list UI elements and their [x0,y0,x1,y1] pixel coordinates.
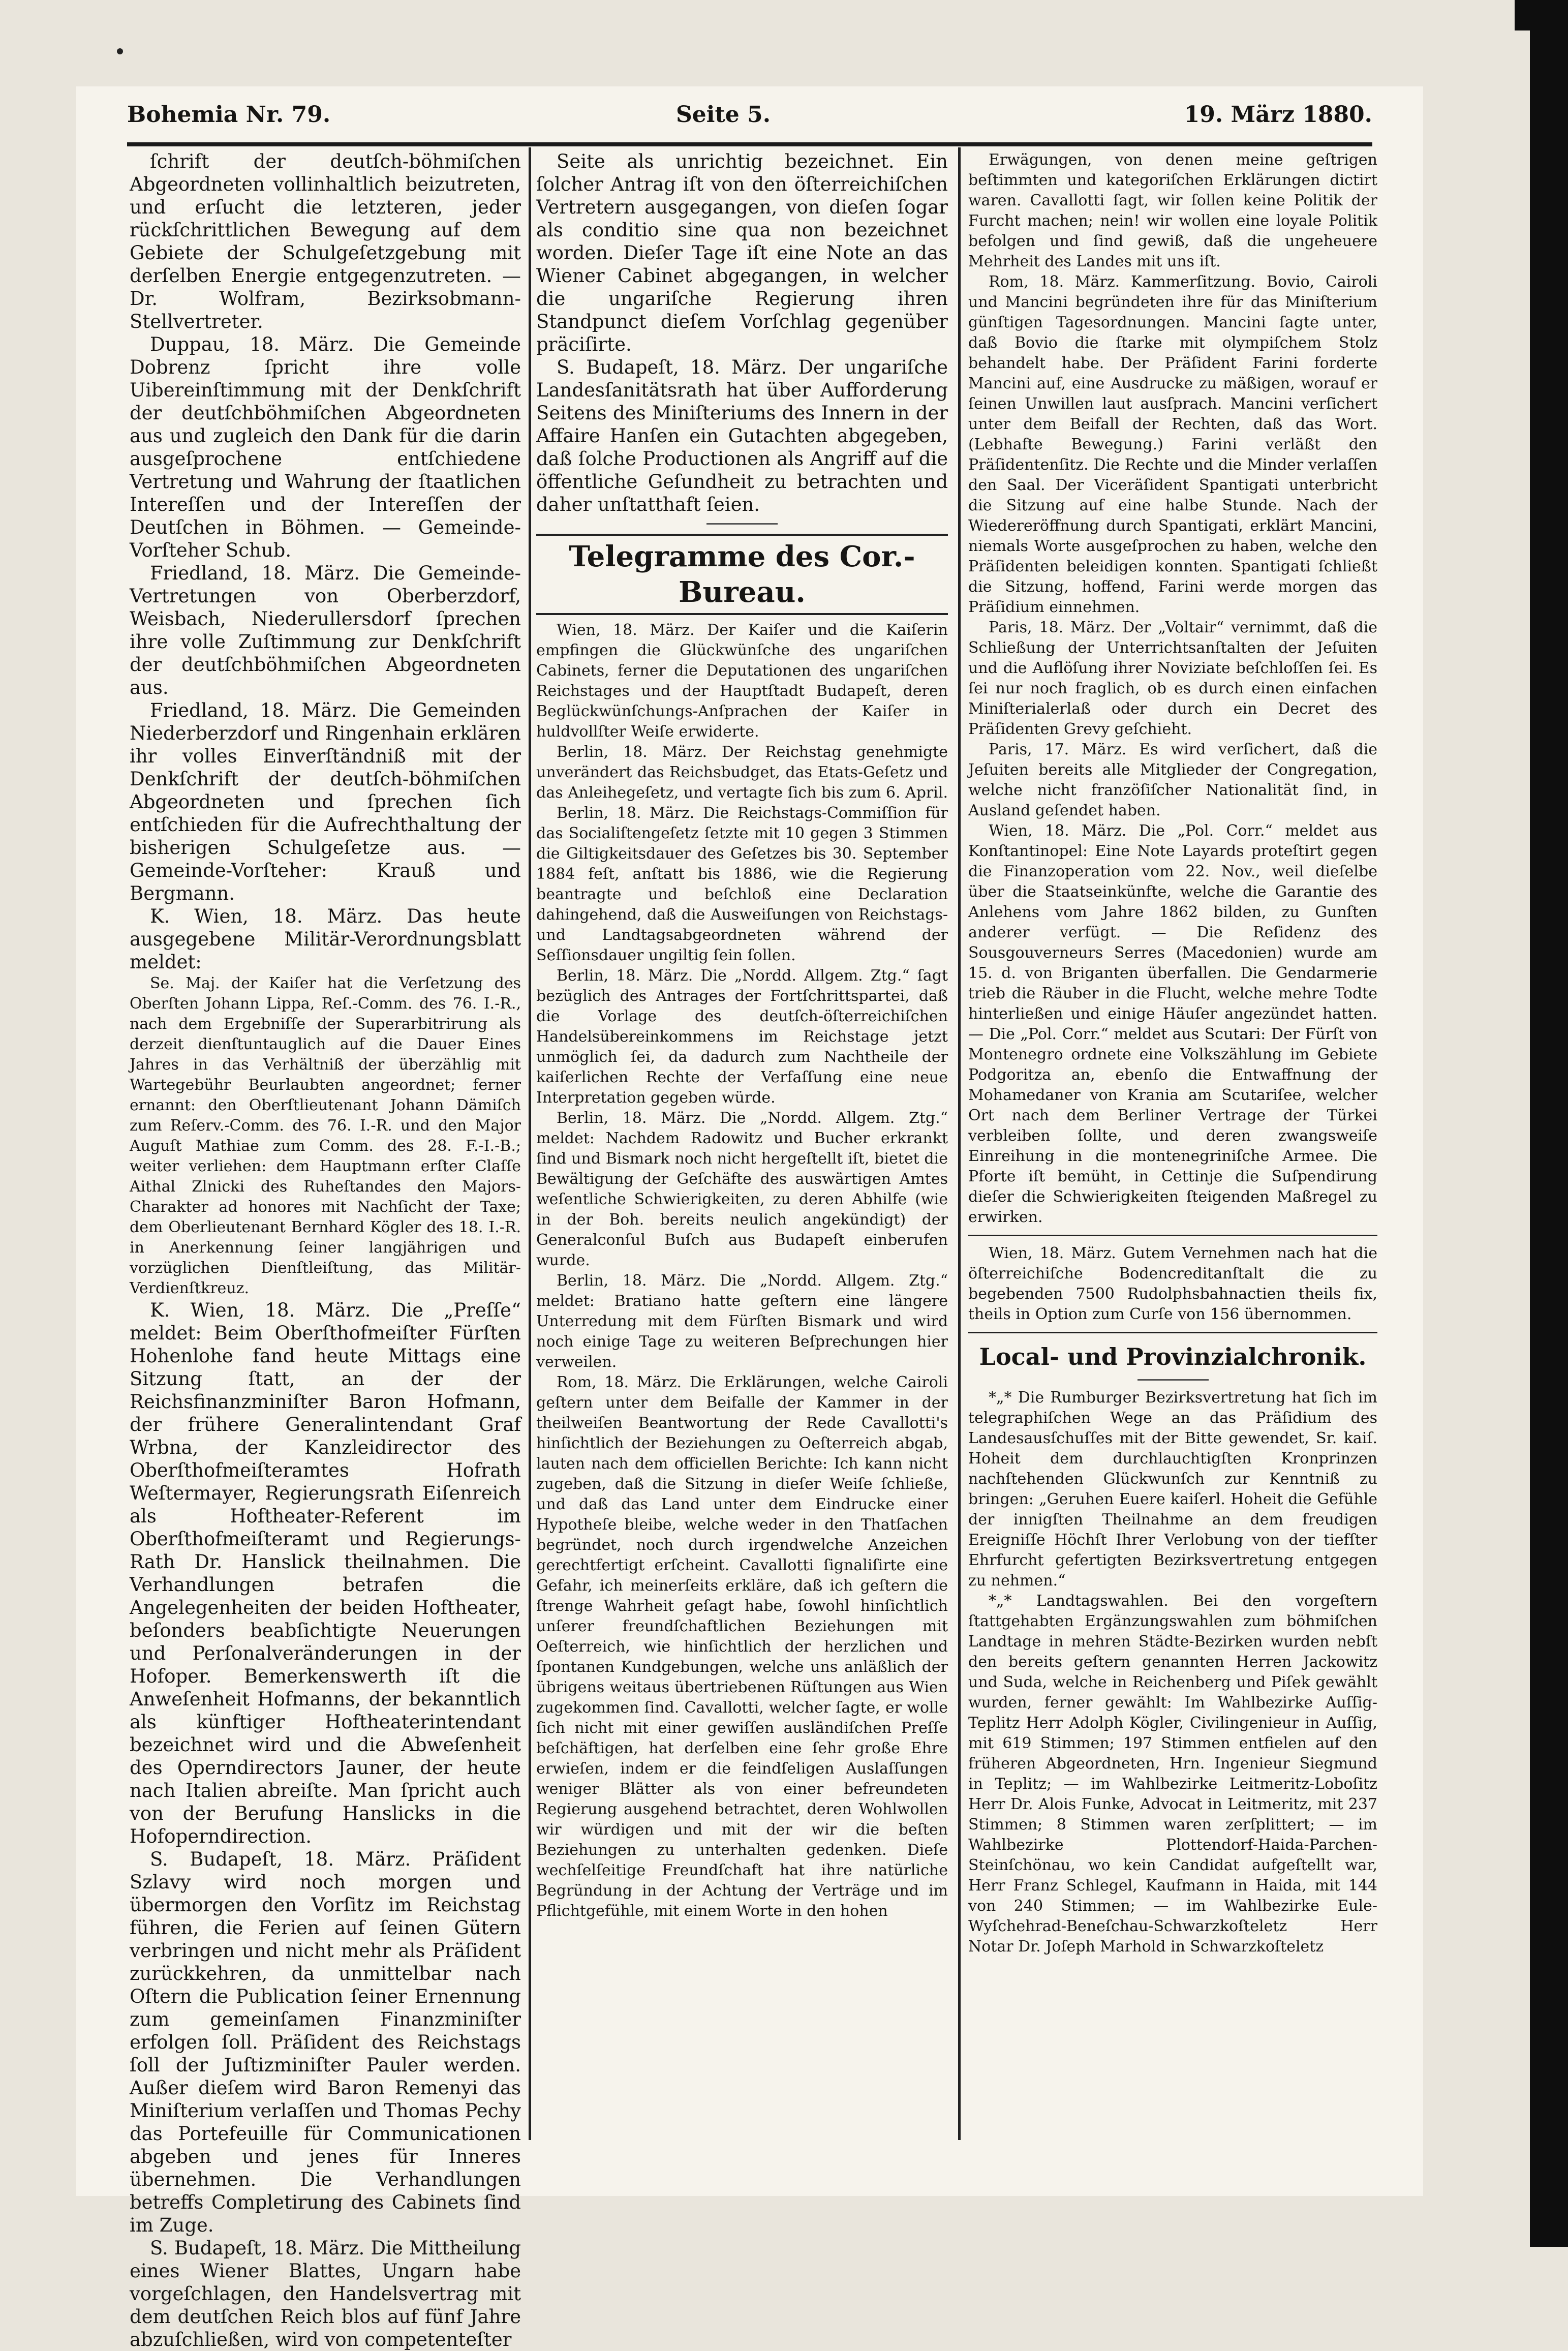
article: Friedland, 18. März. Die Gemeinden Niederberzdorf und Ringenhain erklären ihr volles Einverſtändniß mit der Denkſchrift der deutſch-böhmiſchen Abgeordneten und ſprechen ſich entſchieden für die Aufrechthaltung der bisherigen Schulgeſetze aus. — Gemeinde-Vorſteher: Krauß und Bergmann. [130,699,521,904]
article: ſchrift der deutſch-böhmiſchen Abgeordneten vollinhaltlich beizutreten, und erſucht die letzteren, jeder rückſchrittlichen Bewegung auf dem Gebiete der Schulgeſetzgebung mit derſelben Energie entgegenzutreten. — Dr. Wolfram, Bezirksobmann-Stellvertreter. [130,150,521,332]
column-1 [130,150,521,2350]
header-right: 19. März 1880. [1184,102,1372,128]
telegram: Berlin, 18. März. Die „Nordd. Allgem. Ztg.“ ſagt bezüglich des Antrages der Fortſchrittspartei, daß die Vorlage des deutſch-öſterreichiſchen Handelsübereinkommens im Reichstage jetzt unmöglich ſei, da dadurch zum Nachtheile der kaiſerlichen Rechte der Verfaſſung eine neue Interpretation gegeben würde. [536,967,948,1107]
telegram: Paris, 17. März. Es wird verſichert, daß die Jeſuiten bereits alle Mitglieder der Congregation, welche nicht franzöſiſcher Nationalität ſind, in Ausland geſendet haben. [968,741,1377,819]
article: Friedland, 18. März. Die Gemeinde-Vertretungen von Oberberzdorf, Weisbach, Niederullersdorf ſprechen ihre volle Zuſtimmung zur Denkſchrift der deutſchböhmiſchen Abgeordneten aus. [130,562,521,698]
article: Duppau, 18. März. Die Gemeinde Dobrenz ſpricht ihre volle Uibereinſtimmung mit der Denkſchrift der deutſchböhmiſchen Abgeordneten aus und zugleich den Dank für die darin ausgeſprochene entſchiedene Vertretung und Wahrung der ſtaatlichen Intereſſen und der Intereſſen der Deutſchen in Böhmen. — Gemeinde-Vorſteher Schub. [130,333,521,561]
separator [968,1332,1377,1333]
market-note: Wien, 18. März. Gutem Vernehmen nach hat die öſterreichiſche Bodencreditanſtalt die zu begebenden 7500 Rudolphsbahnactien theils fix, theils in Option zum Curſe von 156 übernommen. [968,1244,1377,1323]
header-center: Seite 5. [676,102,771,128]
column-3 [968,150,1377,2132]
telegram: Berlin, 18. März. Die „Nordd. Allgem. Ztg.“ meldet: Bratiano hatte geſtern eine längere Unterredung mit dem Fürſten Bismark und wird noch einige Tage zu weiteren Beſprechungen hier verweilen. [536,1272,948,1371]
separator [706,523,778,525]
article: S. Budapeſt, 18. März. Der ungariſche Landesſanitätsrath hat über Aufforderung Seitens des Miniſteriums des Innern in der Affaire Hanſen ein Gutachten abgegeben, daß ſolche Productionen als Angriff auf die öffentliche Geſundheit zu betrachten und daher unſtatthaft ſeien. [536,356,948,515]
local-item: *„* Die Rumburger Bezirksvertretung hat ſich im telegraphiſchen Wege an das Präſidium des Landesausſchuſſes mit der Bitte gewendet, Sr. kaiſ. Hoheit dem durchlauchtigſten Kronprinzen nachſtehenden Glückwunſch zur Kenntniß zu bringen: „Geruhen Euere kaiſerl. Hoheit die Gefühle der innigſten Theilnahme an dem freudigen Ereigniſſe Höchſt Ihrer Verlobung von der tiefſter Ehrfurcht gefertigten Bezirksvertretung entgegen zu nehmen.“ [968,1389,1377,1590]
scan-corner [1515,0,1568,30]
telegram: Paris, 18. März. Der „Voltair“ vernimmt, daß die Schließung der Unterrichtsanſtalten der Jeſuiten und die Auflöſung ihrer Noviziate beſchloſſen ſei. Es ſei nur noch fraglich, ob es durch einen einfachen Miniſterialerlaß oder durch ein Decret des Präſidenten Grevy geſchieht. [968,619,1377,738]
telegram: Rom, 18. März. Kammerſitzung. Bovio, Cairoli und Mancini begründeten ihre für das Miniſterium günſtigen Tagesordnungen. Mancini ſagte unter, daß Bovio die ſtarke mit olympiſchem Stolz behandelt habe. Der Präſident Farini forderte Mancini auf, eine Ausdrucke zu mäßigen, worauf er ſeinen Unwillen laut ausſprach. Mancini verſichert unter dem Beifall der Rechten, daß das Wort. (Lebhafte Bewegung.) Farini verläßt den Präſidentenſitz. Die Rechte und die Minder verlaſſen den Saal. Der Viceräſident Spantigati unterbricht die Sitzung auf eine halbe Stunde. Nach der Wiedereröffnung durch Spantigati, erklärt Mancini, niemals Worte ausgeſprochen zu haben, welche den Präſidenten beleidigen konnten. Spantigati ſchließt die Sitzung, hoffend, Farini werde morgen das Präſidium einnehmen. [968,273,1377,616]
article: S. Budapeſt, 18. März. Präſident Szlavy wird noch morgen und übermorgen den Vorſitz im Reichstag führen, die Ferien auf ſeinen Gütern verbringen und nicht mehr als Präſident zurückkehren, da unmittelbar nach Oſtern die Publication ſeiner Ernennung zum gemeinſamen Finanzminiſter erfolgen ſoll. Präſident des Reichstags ſoll der Juſtizminiſter Pauler werden. Außer dieſem wird Baron Remenyi das Miniſterium verlaſſen und Thomas Pechy das Portefeuille für Communicationen abgeben und jenes für Inneres übernehmen. Die Verhandlungen betreffs Completirung des Cabinets ſind im Zuge. [130,1848,521,2236]
telegram: Wien, 18. März. Die „Pol. Corr.“ meldet aus Konſtantinopel: Eine Note Layards proteſtirt gegen die Finanzoperation vom 22. Nov., weil dieſelbe über die Staatseinkünfte, welche die Garantie des Anlehens vom Jahre 1862 bilden, zu Gunſten anderer verfügt. — Die Reſidenz des Sousgouverneurs Serres (Macedonien) wurde am 15. d. von Briganten überfallen. Die Gendarmerie trieb die Räuber in die Flucht, welche mehre Todte hinterließen und einige Häuſer angezündet hatten. — Die „Pol. Corr.“ meldet aus Scutari: Der Fürſt von Montenegro ordnete eine Volkszählung im Gebiete Podgoritza an, ebenſo die Entwaffnung der Mohamedaner von Krania am Scutariſee, welcher Ort nach dem Berliner Vertrage der Türkei verbleiben ſollte, und deren zwangsweiſe Einreihung in die montenegriniſche Armee. Die Pforte iſt bemüht, in Cettinje die Suſpendirung dieſer die Schwierigkeiten ſteigenden Maßregel zu erwirken. [968,822,1377,1226]
ink-spot [117,48,123,54]
telegram: Wien, 18. März. Der Kaiſer und die Kaiſerin empfingen die Glückwünſche des ungariſchen Cabinets, ferner die Deputationen des ungariſchen Reichstages und der Hauptſtadt Budapeſt, deren Beglückwünſchungs-Anſprachen der Kaiſer in huldvollſter Weiſe erwiderte. [536,621,948,741]
article: K. Wien, 18. März. Das heute ausgegebene Militär-Verordnungsblatt meldet: [130,905,521,973]
column-rule-2 [958,147,961,2140]
telegram: Berlin, 18. März. Die „Nordd. Allgem. Ztg.“ meldet: Nachdem Radowitz und Bucher erkrankt ſind und Bismark noch nicht hergeſtellt iſt, bietet die Bewältigung der Geſchäfte des auswärtigen Amtes weſentliche Schwierigkeiten, zu deren Abhilfe (wie in der Boh. bereits neulich angekündigt) der Generalconſul Buſch aus Budapeſt einberufen wurde. [536,1109,948,1269]
column-2 [536,150,948,2132]
page-header [127,102,1372,137]
separator [968,1235,1377,1236]
section-heading-local-chronicle: Local- und Provinzialchronik. [979,1343,1367,1370]
article: S. Budapeſt, 18. März. Die Mittheilung eines Wiener Blattes, Ungarn habe vorgeſchlagen, den Handelsvertrag mit dem deutſchen Reich blos auf fünf Jahre abzuſchließen, wird von competenteſter [130,2237,521,2350]
article: Seite als unrichtig bezeichnet. Ein ſolcher Antrag iſt von den öſterreichiſchen Vertretern ausgegangen, von dieſen ſogar als conditio sine qua non bezeichnet worden. Dieſer Tage iſt eine Note an das Wiener Cabinet abgegangen, in welcher die ungariſche Regierung ihren Standpunct dieſem Vorſchlag gegenüber präciſirte. [536,150,948,355]
local-item: *„* Landtagswahlen. Bei den vorgeſtern ſtattgehabten Ergänzungswahlen zum böhmiſchen Landtage in mehren Städte-Bezirken wurden nebſt den bereits geſtern genannten Herren Jackowitz und Suda, welche in Reichenberg und Piſek gewählt wurden, ferner gewählt: Im Wahlbezirke Auſſig-Teplitz Herr Adolph Kögler, Civilingenieur in Auſſig, mit 619 Stimmen; 197 Stimmen entfielen auf den früheren Abgeordneten, Hrn. Ingenieur Siegmund in Teplitz; — im Wahlbezirke Leitmeritz-Loboſitz Herr Dr. Alois Funke, Advocat in Leitmeritz, mit 237 Stimmen; 8 Stimmen waren zerſplittert; — im Wahlbezirke Plottendorf-Haida-Parchen-Steinſchönau, wo kein Candidat aufgeſtellt war, Herr Franz Schlegel, Kaufmann in Haida, mit 144 von 240 Stimmen; — im Wahlbezirke Eule-Wyſchehrad-Beneſchau-Schwarzkoſteletz Herr Notar Dr. Joſeph Marhold in Schwarzkoſteletz [968,1592,1377,1956]
section-heading-telegrams: Telegramme des Cor.-Bureau. [536,534,948,615]
scan-edge [1530,0,1568,2247]
telegram: Berlin, 18. März. Der Reichstag genehmigte unverändert das Reichsbudget, das Etats-Geſetz und das Anleihegeſetz, und vertagte ſich bis zum 6. April. [536,743,948,802]
article-small: Se. Maj. der Kaiſer hat die Verſetzung des Oberſten Johann Lippa, Reſ.-Comm. des 76. I.-R., nach dem Ergebniſſe der Superarbitrirung als derzeit dienſtuntauglich auf die Dauer Eines Jahres in das Verhältniß der überzählig mit Wartegebühr Beurlaubten angeordnet; ferner ernannt: den Oberſtlieutenant Johann Dämiſch zum Reſerv.-Comm. des 76. I.-R. und den Major Auguſt Mathiae zum Comm. des 28. F.-I.-B.; weiter verliehen: dem Hauptmann erſter Claſſe Aithal Zlnicki des Ruheſtandes den Majors-Charakter ad honores mit Nachſicht der Taxe; dem Oberlieutenant Bernhard Kögler des 18. I.-R. in Anerkennung ſeiner langjährigen und vorzüglichen Dienſtleiſtung, das Militär-Verdienſtkreuz. [130,974,521,1297]
telegram: Rom, 18. März. Die Erklärungen, welche Cairoli geſtern unter dem Beifalle der Kammer in der theilweiſen Beantwortung der Rede Cavallotti's hinſichtlich der Beziehungen zu Oeſterreich abgab, lauten nach dem officiellen Berichte: Ich kann nicht zugeben, daß die Sitzung in dieſer Weiſe ſchließe, und daß das Land unter dem Eindrucke einer Hypotheſe bleibe, welche weder in den Thatſachen begründet, noch durch irgendwelche Anzeichen gerechtfertigt erſcheint. Cavallotti ſignaliſirte eine Gefahr, ich meinerſeits erkläre, daß ich geſtern die ſtrenge Wahrheit geſagt habe, ſowohl hinſichtlich unſerer freundſchaftlichen Beziehungen mit Oeſterreich, wie hinſichtlich der herzlichen und ſpontanen Kundgebungen, welche uns anläßlich der übrigens weitaus übertriebenen Rüſtungen aus Wien zugekommen ſind. Cavallotti, welcher ſagte, er wolle ſich nicht mit einer gewiſſen ausländiſchen Preſſe beſchäftigen, hat derſelben eine ſehr große Ehre erwieſen, indem er die feindſeligen Auslaſſungen weniger Blätter als von einer befreundeten Regierung ausgehend betrachtet, deren Wohlwollen wir würdigen und mit der wir die beſten Beziehungen zu unterhalten gedenken. Dieſe wechſelſeitige Freundſchaft hat ihre natürliche Begründung in der Achtung der Verträge und im Pflichtgefühle, mit einem Worte in den hohen [536,1373,948,1920]
telegram: Berlin, 18. März. Die Reichstags-Commiſſion für das Socialiſtengeſetz ſetzte mit 10 gegen 3 Stimmen die Giltigkeitsdauer des Geſetzes bis 30. September 1884 feſt, anſtatt bis 1886, wie die Regierung beantragte und beſchloß eine Declaration dahingehend, daß die Ausweiſungen von Reichstags- und Landtagsabgeordneten während der Seſſionsdauer ungiltig ſein ſollen. [536,804,948,964]
column-rule-1 [529,147,531,2140]
header-rule [127,142,1372,146]
article: K. Wien, 18. März. Die „Preſſe“ meldet: Beim Oberſthofmeiſter Fürſten Hohenlohe fand heute Mittags eine Sitzung ſtatt, an der der Reichsfinanzminiſter Baron Hofmann, der frühere Generalintendant Graf Wrbna, der Kanzleidirector des Oberſthofmeiſteramtes Hofrath Weſtermayer, Regierungsrath Eiſenreich als Hoftheater-Referent im Oberſthofmeiſteramt und Regierungs-Rath Dr. Hanslick theilnahmen. Die Verhandlungen betrafen die Angelegenheiten der beiden Hoftheater, beſonders beabſichtigte Neuerungen und Perſonalveränderungen in der Hofoper. Bemerkenswerth iſt die Anweſenheit Hofmanns, der bekanntlich als künftiger Hoftheaterintendant bezeichnet wird und die Abweſenheit des Operndirectors Jauner, der heute nach Italien abreiſte. Man ſpricht auch von der Berufung Hanslicks in die Hofoperndirection. [130,1299,521,1847]
separator [1137,1379,1209,1381]
telegram: Erwägungen, von denen meine geſtrigen beſtimmten und kategoriſchen Erklärungen dictirt waren. Cavallotti ſagt, wir ſollen keine Politik der Furcht machen; nein! wir wollen eine loyale Politik befolgen und ſind gewiß, daß die ungeheuere Mehrheit des Landes mit uns iſt. [968,151,1377,270]
header-left: Bohemia Nr. 79. [127,102,331,128]
